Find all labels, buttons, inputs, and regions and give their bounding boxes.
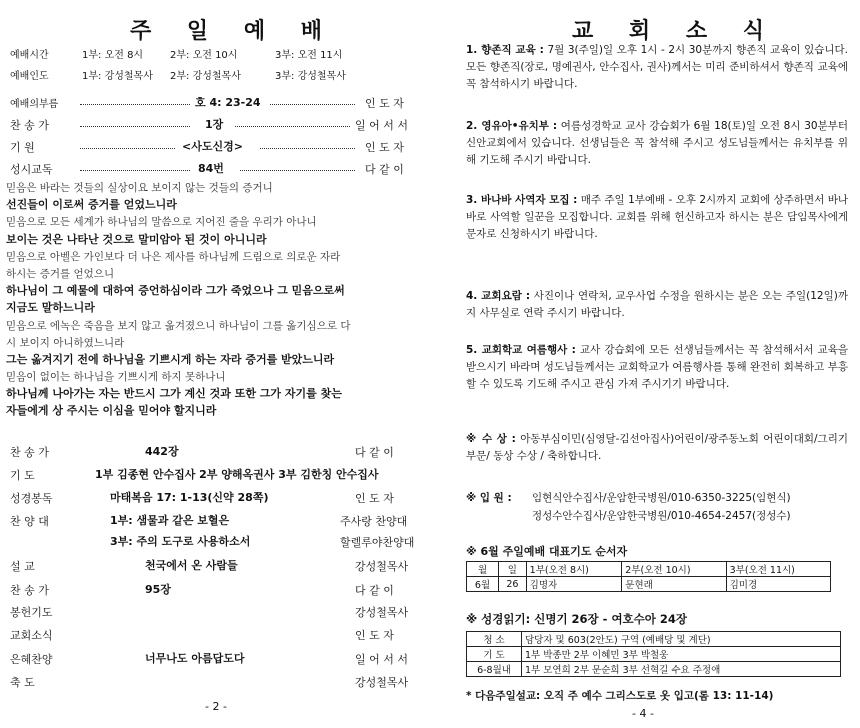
order-content: 1부 김종현 안수집사 2부 양해옥권사 3부 김한칭 안수집사 (95, 468, 379, 481)
order-person: 다 같 이 (355, 584, 394, 597)
scripture-line: 믿음으로 모든 세계가 하나님의 말씀으로 지어진 줄을 우리가 아나니 (6, 216, 317, 229)
hospital-line: 임현식안수집사/운암한국병원/010-6350-3225(임현식) (532, 492, 791, 504)
right-page (452, 0, 860, 728)
next-sermon: * 다음주일설교: 오직 주 예수 그리스도로 옷 입고(롬 13: 11-14) (466, 690, 774, 702)
order-content: 1장 (205, 118, 224, 131)
scripture-line: 믿음으로 아벨은 가인보다 더 나은 제사를 하나님께 드림으로 의로운 자라 (6, 250, 341, 263)
leader-1: 1부: 강성철목사 (82, 71, 153, 82)
order-name: 교회소식 (10, 629, 53, 642)
table-row: 청 소 담당자 및 603(2안도) 구역 (예배당 및 계단) (467, 632, 841, 647)
order-person: 일 어 서 서 (355, 119, 408, 132)
page-number: - 2 - (205, 700, 227, 713)
order-content: 1부: 샘물과 같은 보혈은 (110, 514, 230, 527)
table-row: 기 도 1부 박종만 2부 이혜민 3부 박철웅 (467, 647, 841, 662)
order-name: 예배의부름 (10, 99, 59, 110)
order-person: 인 도 자 (355, 629, 394, 642)
order-person: 할렐루야찬양대 (340, 536, 415, 549)
scripture-line: 시 보이지 아니하였느니라 (6, 336, 125, 349)
page-number: - 4 - (632, 707, 654, 720)
scripture-line: 하나님께 나아가는 자는 반드시 그가 계신 것과 또한 그가 자기를 찾는 (6, 387, 342, 401)
hospital-line: 정성수안수집사/운암한국병원/010-4654-2457(정성수) (532, 510, 791, 522)
table-row: 월 일 1부(오전 8시) 2부(오전 10시) 3부(오전 11시) (467, 562, 831, 577)
scripture-line: 믿음이 없이는 하나님을 기쁘시게 하지 못하나니 (6, 371, 226, 384)
order-person: 인 도 자 (365, 97, 404, 110)
order-content: 너무나도 아름답도다 (145, 652, 245, 665)
order-name: 기 도 (10, 469, 35, 482)
leaders-label: 예배인도 (10, 71, 49, 82)
order-content: 95장 (145, 583, 171, 596)
order-person: 인 도 자 (365, 141, 404, 154)
order-content: 호 4: 23-24 (195, 96, 261, 109)
scripture-line: 믿음은 바라는 것들의 실상이요 보이지 않는 것들의 증거니 (6, 182, 273, 194)
prayer-table (466, 561, 831, 592)
cleaning-table (466, 631, 841, 677)
prayer-title: ※ 6월 주일예배 대표기도 순서자 (466, 545, 628, 558)
order-content: 3부: 주의 도구로 사용하소서 (110, 535, 251, 548)
scripture-line: 지금도 말하느니라 (6, 301, 95, 315)
news-item: 1. 향존직 교육 : 7월 3(주일)일 오후 1시 - 2시 30분까지 향존직 교육이 있습니다. 모든 향존직(장로, 명예권사, 안수집사, 권사)께서는 미리 준비하셔서 향존직 교육에 꼭 참석하시기 바랍니다. (466, 44, 848, 90)
scripture-line: 하나님이 그 예물에 대하여 증언하심이라 그가 죽었으나 그 믿음으로써 (6, 284, 345, 298)
scripture-line: 선진들이 이로써 증거를 얻었느니라 (6, 198, 177, 212)
time-1: 1부: 오전 8시 (82, 50, 144, 61)
news-title: 교 회 소 식 (572, 18, 778, 44)
news-item: 5. 교회학교 여름행사 : 교사 강습회에 모든 선생님들께서는 꼭 참석해서서 교육을 받으시기 바라며 성도님들께서는 교회학교가 여름행사를 통해 완전히 회복하고 부흥할 수 있도록 기도해 주시고 관심 가져 주시기기 바랍니다. (466, 344, 849, 390)
order-name: 설 교 (10, 560, 35, 573)
table-row: 6월 26 김명자 문현래 김미경 (467, 577, 831, 592)
order-name: 성경봉독 (10, 492, 53, 505)
order-name: 성시교독 (10, 163, 53, 176)
scripture-line: 보이는 것은 나타난 것으로 말미암아 된 것이 아니니라 (6, 232, 267, 246)
leader-2: 2부: 강성철목사 (170, 71, 241, 82)
time-3: 3부: 오전 11시 (275, 50, 343, 61)
times-label: 예배시간 (10, 50, 49, 61)
order-person: 다 같 이 (365, 163, 404, 176)
order-content: 84번 (198, 162, 224, 175)
order-name: 찬 송 가 (10, 584, 49, 597)
order-person: 인 도 자 (355, 492, 394, 505)
order-content: 442장 (145, 445, 179, 458)
hospital-head: ※ 입 원 : (466, 492, 512, 504)
order-name: 축 도 (10, 676, 35, 689)
leader-3: 3부: 강성철목사 (275, 71, 346, 82)
news-item: 4. 교회요람 : 사진이나 연락처, 교우사업 수정을 원하시는 분은 오는 주일(12일)까지 사무실로 연락 주시기 바랍니다. (466, 290, 848, 319)
award-notice: ※ 수 상 : 아동부심이민(심영달-김선아집사)어린이/광주동노회 어린이대회/그리기 부문/ 동상 수상 / 축하합니다. (466, 433, 848, 462)
order-person: 강성철목사 (355, 560, 409, 573)
scripture-reading (6, 180, 436, 421)
scripture-line: 하시는 증거를 얻었으니 (6, 267, 115, 280)
page-title: 주 일 예 배 (130, 18, 336, 44)
order-name: 은혜찬양 (10, 653, 53, 666)
order-person: 강성철목사 (355, 606, 409, 619)
order-person: 일 어 서 서 (355, 653, 408, 666)
scripture-line: 자들에게 상 주시는 이심을 믿어야 할지니라 (6, 404, 217, 418)
scripture-line: 그는 옮겨지기 전에 하나님을 기쁘시게 하는 자라 증거를 받았느니라 (6, 352, 335, 366)
time-2: 2부: 오전 10시 (170, 50, 238, 61)
order-name: 찬 송 가 (10, 446, 49, 459)
order-name: 찬 송 가 (10, 119, 49, 132)
order-content: 마태복음 17: 1-13(신약 28쪽) (110, 491, 269, 504)
order-person: 다 같 이 (355, 446, 394, 459)
reading-title: ※ 성경읽기: 신명기 26장 - 여호수아 24장 (466, 612, 687, 626)
news-item: 3. 바나바 사역자 모집 : 매주 주일 1부예배 - 오후 2시까지 교회에 상주하면서 바나바로 사역할 일꾼을 모집합니다. 교회를 위해 헌신하고자 하시는 분은 담임목사에게 문자로 신청하시기 바랍니다. (466, 194, 848, 240)
order-person: 강성철목사 (355, 676, 409, 689)
order-person: 주사랑 찬양대 (340, 515, 408, 528)
order-name: 찬 양 대 (10, 515, 49, 528)
order-name: 봉헌기도 (10, 606, 53, 619)
scripture-line: 믿음으로 에녹은 죽음을 보지 않고 옮겨졌으니 하나님이 그를 옮기심으로 다 (6, 319, 351, 332)
order-content: 천국에서 온 사람들 (145, 559, 238, 572)
order-name: 기 원 (10, 141, 35, 154)
news-item: 2. 영유아•유치부 : 여름성경학교 교사 강습회가 6월 18(토)일 오전 8시 30분부터 신안교회에서 있습니다. 선생님들은 꼭 참석해 주시고 성도님들께서는 유치부를 위해 기도해 주시기 바랍니다. (466, 120, 849, 166)
table-row: 6-8월내 1부 모연희 2부 문순희 3부 선혁길 수요 주정애 (467, 662, 841, 677)
order-content: <사도신경> (182, 140, 243, 153)
